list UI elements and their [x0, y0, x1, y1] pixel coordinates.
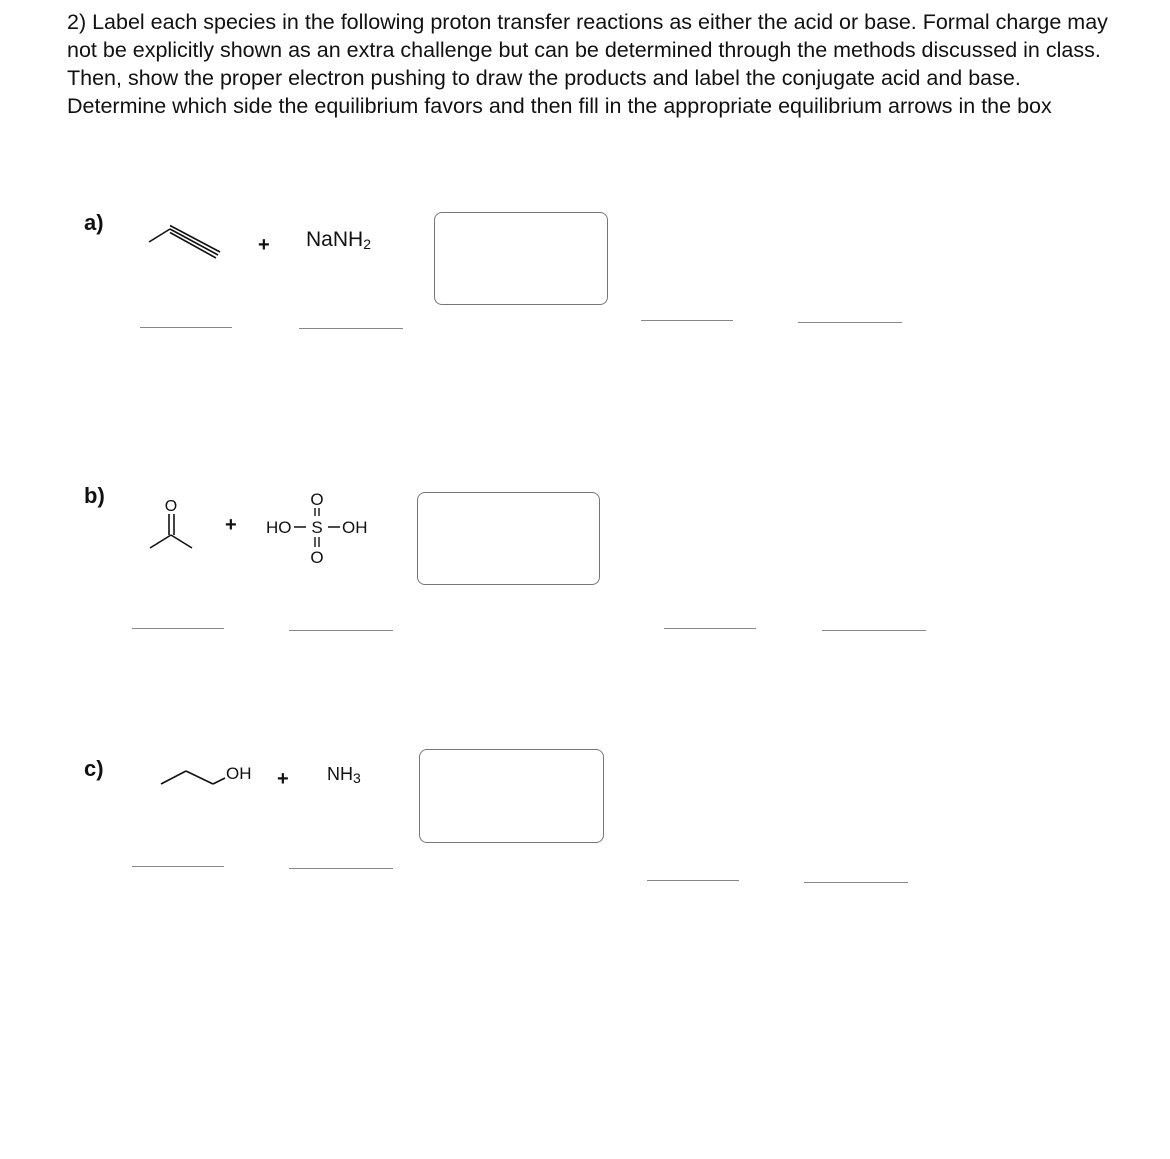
acetone-structure	[140, 490, 210, 560]
part-b-reactant-2-label-blank[interactable]	[289, 630, 393, 631]
ammonia-subscript: 3	[353, 770, 361, 786]
part-b-label: b)	[84, 483, 105, 508]
part-b-equilibrium-arrow-box[interactable]	[417, 492, 600, 585]
ethanol-structure	[155, 755, 265, 795]
ammonia-reagent	[327, 764, 361, 786]
instructions-text: 2) Label each species in the following proton transfer reactions as either the acid or base. Formal charge may not be explicitly shown as an extra challenge but can be determined through the methods discussed in class. Then, show the proper electron pushing to draw the products and label the conjugate acid and base. Determine which side the equilibrium favors and then fill in the appropriate equilibrium arrows in the box	[67, 10, 1108, 118]
part-b-reactant-1-label-blank[interactable]	[132, 628, 224, 629]
sulfuric-acid-top-oxygen: O	[310, 490, 324, 509]
sodium-amide-reagent	[306, 228, 371, 252]
sulfuric-acid-ho-group: HO	[266, 518, 292, 537]
acetone-oxygen-atom: O	[164, 498, 178, 515]
part-c-product-2-label-blank[interactable]	[804, 882, 908, 883]
part-a-equilibrium-arrow-box[interactable]	[434, 212, 608, 305]
sodium-amide-subscript: 2	[363, 236, 371, 252]
part-c-label: c)	[84, 756, 104, 781]
part-c-plus: +	[277, 768, 289, 790]
part-a-product-2-label-blank[interactable]	[798, 322, 902, 323]
sulfuric-acid-structure	[262, 485, 377, 570]
part-a-label: a)	[84, 210, 104, 235]
part-a-plus: +	[258, 234, 270, 256]
part-b-plus: +	[225, 514, 237, 536]
part-c-reactant-1-label-blank[interactable]	[132, 866, 224, 867]
part-b-product-1-label-blank[interactable]	[664, 628, 756, 629]
part-b-product-2-label-blank[interactable]	[822, 630, 926, 631]
sulfuric-acid-oh-group: OH	[342, 518, 368, 537]
part-a-reactant-2-label-blank[interactable]	[299, 328, 403, 329]
part-c-reactant-2-label-blank[interactable]	[289, 868, 393, 869]
sulfuric-acid-bottom-oxygen: O	[310, 548, 324, 567]
part-a-product-1-label-blank[interactable]	[641, 320, 733, 321]
propyne-structure	[140, 220, 240, 265]
sodium-amide-formula: NaNH	[306, 228, 364, 251]
part-c-product-1-label-blank[interactable]	[647, 880, 739, 881]
part-a-reactant-1-label-blank[interactable]	[140, 327, 232, 328]
part-c-equilibrium-arrow-box[interactable]	[419, 749, 604, 843]
sulfuric-acid-sulfur-atom: S	[311, 518, 323, 537]
ammonia-formula: NH	[327, 764, 353, 784]
ethanol-hydroxyl-group: OH	[226, 764, 252, 783]
